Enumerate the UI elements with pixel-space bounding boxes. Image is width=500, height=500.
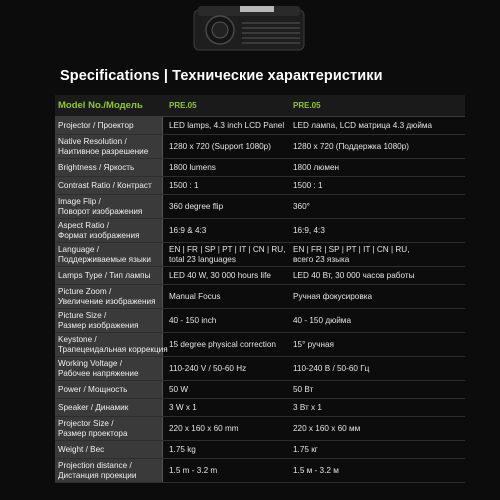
cell-text: 50 Вт — [293, 384, 314, 394]
page-title: Specifications | Технические характеристики — [60, 68, 383, 84]
row-value-ru — [285, 445, 465, 455]
row-label — [55, 267, 163, 284]
cell-text: 15° ручная — [293, 339, 334, 349]
row-label — [55, 195, 163, 218]
row-value-ru — [285, 142, 465, 152]
cell-text: 1.5 м - 3.2 м — [293, 465, 339, 475]
cell-text: LED 40 W, 30 000 hours life — [169, 270, 271, 280]
row-value-ru — [285, 316, 465, 326]
cell-text: EN | FR | SP | PT | IT | CN | RU, — [293, 244, 410, 254]
row-label — [55, 117, 163, 134]
row-label — [55, 135, 163, 158]
row-value-ru — [285, 245, 465, 264]
cell-text: Размер изображения — [58, 320, 139, 330]
cell-text: 1.75 kg — [169, 444, 196, 454]
row-value-en — [163, 121, 285, 131]
cell-text: Дистанция проекции — [58, 470, 137, 480]
cell-text: 50 W — [169, 384, 189, 394]
row-label — [55, 417, 163, 440]
row-value-en — [163, 340, 285, 350]
row-value-ru — [285, 466, 465, 476]
cell-text: Трапецеидальная коррекция — [58, 344, 168, 354]
row-value-ru — [285, 202, 465, 212]
cell-text: 3 Вт x 1 — [293, 402, 322, 412]
cell-text: всего 23 языка — [293, 254, 350, 264]
row-label — [55, 381, 163, 398]
cell-text: Power / Мощность — [58, 384, 128, 394]
table-row — [55, 459, 465, 483]
cell-text: 15 degree physical correction — [169, 339, 276, 349]
cell-text: 16:9 & 4:3 — [169, 225, 207, 235]
table-row — [55, 399, 465, 417]
row-value-ru — [285, 226, 465, 236]
cell-text: Увеличение изображения — [58, 296, 156, 306]
row-value-ru — [285, 385, 465, 395]
table-row — [55, 177, 465, 195]
cell-text: 220 x 160 x 60 mm — [169, 423, 239, 433]
row-value-ru — [285, 121, 465, 131]
cell-text: 1.75 кг — [293, 444, 318, 454]
cell-text: Aspect Ratio / — [58, 220, 109, 230]
row-value-en — [163, 181, 285, 191]
cell-text: 360° — [293, 201, 310, 211]
cell-text: 3 W x 1 — [169, 402, 197, 412]
row-value-en — [163, 245, 285, 264]
cell-text: Projection distance / — [58, 460, 132, 470]
cell-text: Keystone / — [58, 334, 97, 344]
cell-text: Размер проектора — [58, 428, 128, 438]
row-label — [55, 441, 163, 458]
row-label — [55, 243, 163, 266]
cell-text: Language / — [58, 244, 99, 254]
cell-text: Lamps Type / Тип лампы — [58, 270, 151, 280]
row-label — [55, 399, 163, 416]
cell-text: 1800 люмен — [293, 162, 340, 172]
model-value-en: PRE.05 — [169, 100, 197, 110]
cell-text: 110-240 V / 50-60 Hz — [169, 363, 247, 373]
cell-text: Image Flip / — [58, 196, 101, 206]
cell-text: Picture Zoom / — [58, 286, 112, 296]
cell-text: 16:9, 4:3 — [293, 225, 325, 235]
cell-text: 40 - 150 дюйма — [293, 315, 351, 325]
table-row — [55, 333, 465, 357]
table-row — [55, 441, 465, 459]
cell-text: Brightness / Яркость — [58, 162, 135, 172]
cell-text: Native Resolution / — [58, 136, 127, 146]
row-value-en — [163, 445, 285, 455]
table-row — [55, 357, 465, 381]
row-value-en — [163, 163, 285, 173]
row-value-en — [163, 385, 285, 395]
table-row — [55, 195, 465, 219]
model-value-ru: PRE.05 — [293, 100, 321, 110]
cell-text: Picture Size / — [58, 310, 107, 320]
cell-text: LED 40 Вт, 30 000 часов работы — [293, 270, 415, 280]
cell-text: Contrast Ratio / Контраст — [58, 180, 152, 190]
table-row — [55, 267, 465, 285]
cell-text: Ручная фокусировка — [293, 291, 373, 301]
row-value-en — [163, 364, 285, 374]
projector-image — [190, 0, 308, 52]
cell-text: Поворот изображения — [58, 206, 143, 216]
cell-text: Projector / Проектор — [58, 120, 134, 130]
cell-text: 1800 lumens — [169, 162, 216, 172]
cell-text: Working Voltage / — [58, 358, 123, 368]
table-body — [55, 117, 465, 483]
row-value-en — [163, 142, 285, 152]
table-row — [55, 417, 465, 441]
row-value-en — [163, 424, 285, 434]
table-row — [55, 117, 465, 135]
row-value-ru — [285, 364, 465, 374]
cell-text: Поддерживаемые языки — [58, 254, 151, 264]
cell-text: 1500 : 1 — [293, 180, 323, 190]
row-value-ru — [285, 424, 465, 434]
cell-text: LED лампа, LCD матрица 4.3 дюйма — [293, 120, 433, 130]
row-value-en — [163, 271, 285, 281]
cell-text: Weight / Вес — [58, 444, 105, 454]
cell-text: Формат изображения — [58, 230, 140, 240]
row-label — [55, 309, 163, 332]
row-value-ru — [285, 271, 465, 281]
row-label — [55, 159, 163, 176]
row-value-ru — [285, 340, 465, 350]
row-label — [55, 177, 163, 194]
cell-text: Рабочее напряжение — [58, 368, 139, 378]
cell-text: total 23 languages — [169, 254, 236, 264]
row-value-en — [163, 466, 285, 476]
cell-text: Наитивное разрешение — [58, 146, 149, 156]
row-value-ru — [285, 163, 465, 173]
row-label — [55, 357, 163, 380]
cell-text: 1500 : 1 — [169, 180, 199, 190]
cell-text: Projector Size / — [58, 418, 114, 428]
cell-text: 360 degree flip — [169, 201, 224, 211]
table-row — [55, 309, 465, 333]
row-value-ru — [285, 292, 465, 302]
table-row — [55, 243, 465, 267]
cell-text: 1280 x 720 (Support 1080p) — [169, 141, 271, 151]
row-value-ru — [285, 181, 465, 191]
row-label — [55, 333, 168, 356]
row-value-ru — [285, 403, 465, 413]
table-row — [55, 381, 465, 399]
cell-text: 220 x 160 x 60 мм — [293, 423, 361, 433]
cell-text: 40 - 150 inch — [169, 315, 217, 325]
cell-text: LED lamps, 4.3 inch LCD Panel — [169, 120, 285, 130]
row-label — [55, 285, 163, 308]
row-value-en — [163, 316, 285, 326]
row-label — [55, 219, 163, 242]
table-header — [55, 95, 465, 117]
row-value-en — [163, 292, 285, 302]
cell-text: 110-240 В / 50-60 Гц — [293, 363, 370, 373]
model-label: Model No./Модель — [58, 99, 143, 111]
cell-text: 1280 x 720 (Поддержка 1080p) — [293, 141, 410, 151]
cell-text: Speaker / Динамик — [58, 402, 129, 412]
cell-text: EN | FR | SP | PT | IT | CN | RU, — [169, 244, 286, 254]
row-label — [55, 459, 163, 482]
cell-text: 1.5 m - 3.2 m — [169, 465, 218, 475]
table-row — [55, 219, 465, 243]
table-row — [55, 159, 465, 177]
cell-text: Manual Focus — [169, 291, 221, 301]
row-value-en — [163, 202, 285, 212]
row-value-en — [163, 226, 285, 236]
table-row — [55, 135, 465, 159]
table-row — [55, 285, 465, 309]
spec-table — [55, 95, 465, 483]
row-value-en — [163, 403, 285, 413]
